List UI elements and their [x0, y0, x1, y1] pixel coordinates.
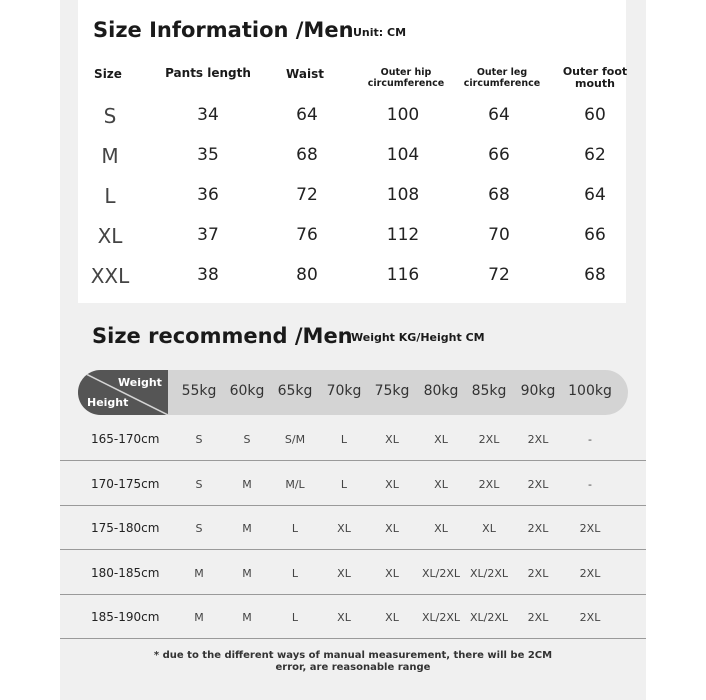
- weight-header-cell: 55kg: [181, 383, 217, 399]
- recommended-size-cell: 2XL: [478, 433, 500, 446]
- height-label-cell: 170-175cm: [91, 477, 160, 491]
- recommended-size-cell: S: [243, 433, 251, 446]
- size-recommend-title: Size recommend /Men: [92, 324, 353, 348]
- recommended-size-cell: XL: [337, 567, 351, 580]
- row-divider: [60, 638, 646, 639]
- col-header-outer-leg: Outer leg circumference: [463, 67, 541, 89]
- recommended-size-cell: 2XL: [527, 567, 549, 580]
- size-value-cell: 80: [296, 265, 318, 285]
- weight-header-cell: 80kg: [423, 383, 459, 399]
- recommended-size-cell: XL/2XL: [469, 611, 509, 624]
- recommended-size-cell: 2XL: [527, 611, 549, 624]
- size-value-cell: 68: [584, 265, 606, 285]
- recommended-size-cell: 2XL: [579, 567, 601, 580]
- col-header-outer-foot-mouth: Outer foot mouth: [562, 65, 628, 90]
- col-header-outer-hip: Outer hip circumference: [367, 67, 445, 89]
- size-label-cell: XL: [97, 224, 123, 248]
- size-value-cell: 60: [584, 105, 606, 125]
- recommended-size-cell: XL: [385, 433, 399, 446]
- recommended-size-cell: XL/2XL: [421, 567, 461, 580]
- col-header-size: Size: [94, 67, 122, 81]
- note-line-1: * due to the different ways of manual measurement, there will be 2CM: [153, 650, 553, 661]
- col-header-pants-length: Pants length: [165, 66, 251, 80]
- size-label-cell: M: [101, 144, 119, 168]
- size-value-cell: 68: [296, 145, 318, 165]
- size-label-cell: L: [104, 184, 116, 208]
- recommended-size-cell: XL: [385, 478, 399, 491]
- size-value-cell: 64: [584, 185, 606, 205]
- size-label-cell: XXL: [90, 264, 130, 288]
- recommended-size-cell: 2XL: [527, 522, 549, 535]
- recommended-size-cell: XL: [434, 433, 448, 446]
- recommended-size-cell: S: [195, 478, 203, 491]
- row-divider: [60, 549, 646, 550]
- recommended-size-cell: L: [340, 433, 348, 446]
- recommended-size-cell: L: [340, 478, 348, 491]
- recommended-size-cell: M: [194, 567, 204, 580]
- size-value-cell: 116: [386, 265, 420, 285]
- recommended-size-cell: 2XL: [579, 611, 601, 624]
- recommended-size-cell: L: [291, 567, 299, 580]
- corner-weight-label: Weight: [118, 376, 162, 389]
- height-label-cell: 185-190cm: [91, 610, 160, 624]
- size-value-cell: 66: [584, 225, 606, 245]
- recommended-size-cell: 2XL: [527, 478, 549, 491]
- recommended-size-cell: 2XL: [579, 522, 601, 535]
- size-value-cell: 64: [488, 105, 510, 125]
- recommended-size-cell: -: [588, 433, 592, 446]
- size-recommend-unit: Weight KG/Height CM: [351, 331, 485, 344]
- weight-header-cell: 90kg: [520, 383, 556, 399]
- size-info-unit: Unit: CM: [353, 26, 407, 39]
- recommended-size-cell: XL: [385, 522, 399, 535]
- size-value-cell: 72: [488, 265, 510, 285]
- size-label-cell: S: [103, 104, 117, 128]
- recommended-size-cell: XL: [337, 611, 351, 624]
- size-info-title: Size Information /Men: [93, 18, 354, 42]
- note-line-2: error, are reasonable range: [275, 662, 431, 673]
- recommended-size-cell: M: [242, 478, 252, 491]
- weight-header-cell: 85kg: [471, 383, 507, 399]
- size-info-card: [78, 0, 626, 303]
- recommended-size-cell: -: [588, 478, 592, 491]
- weight-header-cell: 65kg: [277, 383, 313, 399]
- recommended-size-cell: M: [194, 611, 204, 624]
- recommended-size-cell: XL: [434, 478, 448, 491]
- size-value-cell: 72: [296, 185, 318, 205]
- recommended-size-cell: XL: [434, 522, 448, 535]
- corner-height-label: Height: [87, 396, 129, 409]
- size-value-cell: 100: [386, 105, 420, 125]
- recommended-size-cell: XL: [482, 522, 496, 535]
- recommended-size-cell: XL/2XL: [421, 611, 461, 624]
- row-divider: [60, 505, 646, 506]
- recommended-size-cell: L: [291, 522, 299, 535]
- weight-header-cell: 60kg: [229, 383, 265, 399]
- size-value-cell: 36: [197, 185, 219, 205]
- weight-header-cell: 70kg: [326, 383, 362, 399]
- size-value-cell: 108: [386, 185, 420, 205]
- size-value-cell: 104: [386, 145, 420, 165]
- recommended-size-cell: S: [195, 433, 203, 446]
- size-value-cell: 66: [488, 145, 510, 165]
- recommended-size-cell: M: [242, 567, 252, 580]
- size-value-cell: 62: [584, 145, 606, 165]
- height-label-cell: 180-185cm: [91, 566, 160, 580]
- recommended-size-cell: XL: [385, 611, 399, 624]
- height-label-cell: 175-180cm: [91, 521, 160, 535]
- col-header-waist: Waist: [286, 67, 324, 81]
- recommended-size-cell: 2XL: [527, 433, 549, 446]
- size-value-cell: 76: [296, 225, 318, 245]
- size-value-cell: 112: [386, 225, 420, 245]
- row-divider: [60, 594, 646, 595]
- size-value-cell: 35: [197, 145, 219, 165]
- recommended-size-cell: M: [242, 611, 252, 624]
- size-value-cell: 38: [197, 265, 219, 285]
- size-value-cell: 34: [197, 105, 219, 125]
- recommended-size-cell: S: [195, 522, 203, 535]
- weight-header-cell: 100kg: [568, 383, 612, 399]
- size-value-cell: 37: [197, 225, 219, 245]
- size-value-cell: 70: [488, 225, 510, 245]
- weight-header-cell: 75kg: [374, 383, 410, 399]
- row-divider: [60, 460, 646, 461]
- recommended-size-cell: M: [242, 522, 252, 535]
- measurement-note: [60, 650, 646, 674]
- recommended-size-cell: S/M: [284, 433, 306, 446]
- recommended-size-cell: L: [291, 611, 299, 624]
- height-label-cell: 165-170cm: [91, 432, 160, 446]
- recommended-size-cell: 2XL: [478, 478, 500, 491]
- recommended-size-cell: XL: [385, 567, 399, 580]
- size-value-cell: 64: [296, 105, 318, 125]
- recommended-size-cell: XL/2XL: [469, 567, 509, 580]
- size-value-cell: 68: [488, 185, 510, 205]
- recommended-size-cell: M/L: [285, 478, 305, 491]
- recommended-size-cell: XL: [337, 522, 351, 535]
